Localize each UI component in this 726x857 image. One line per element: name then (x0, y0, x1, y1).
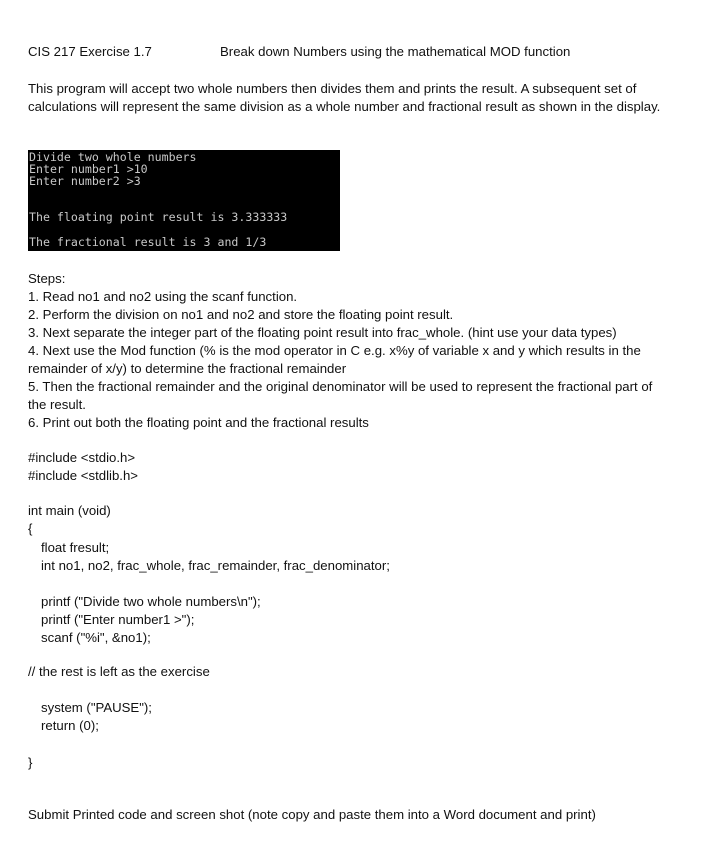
code-include-stdio: #include <stdio.h> (28, 450, 136, 465)
step-item: 1. Read no1 and no2 using the scanf function. (28, 289, 298, 304)
console-screenshot (28, 150, 340, 251)
code-printf-divide: printf ("Divide two whole numbers\n"); (41, 594, 261, 609)
step-item: 2. Perform the division on no1 and no2 and store the floating point result. (28, 307, 454, 322)
code-decl-int: int no1, no2, frac_whole, frac_remainder, frac_denominator; (41, 558, 390, 573)
steps-list (28, 288, 668, 432)
code-decl-float: float fresult; (41, 540, 110, 555)
code-include-stdlib: #include <stdlib.h> (28, 468, 138, 483)
code-return: return (0); (41, 718, 99, 733)
step-item: 3. Next separate the integer part of the floating point result into frac_whole. (hint use your data types) (28, 325, 617, 340)
submit-instructions: Submit Printed code and screen shot (note copy and paste them into a Word document and print) (28, 807, 596, 822)
code-scanf: scanf ("%i", &no1); (41, 630, 151, 645)
step-item: 6. Print out both the floating point and the fractional results (28, 415, 369, 430)
code-main-signature: int main (void) (28, 503, 111, 518)
console-line: Enter number2 >3 (29, 174, 141, 188)
code-close-brace: } (28, 755, 33, 770)
code-system-pause: system ("PAUSE"); (41, 700, 152, 715)
course-label: CIS 217 Exercise 1.7 (28, 44, 152, 59)
step-item: 4. Next use the Mod function (% is the mod operator in C e.g. x%y of variable x and y which results in the remainder of x/y) to determine the fractional remainder (28, 343, 641, 376)
console-line: Divide two whole numbers (29, 150, 197, 164)
code-comment: // the rest is left as the exercise (28, 664, 210, 679)
steps-heading: Steps: (28, 271, 66, 286)
console-line: Enter number1 >10 (29, 162, 148, 176)
code-printf-enter: printf ("Enter number1 >"); (41, 612, 195, 627)
step-item: 5. Then the fractional remainder and the original denominator will be used to represent the fractional part of the result. (28, 379, 653, 412)
page-title: Break down Numbers using the mathematical MOD function (220, 44, 571, 59)
console-line: The floating point result is 3.333333 (29, 210, 288, 224)
code-open-brace: { (28, 521, 33, 536)
intro-paragraph: This program will accept two whole numbers then divides them and prints the result. A subsequent set of calculations will represent the same division as a whole number and fractional result as shown in the display. (28, 81, 661, 114)
console-line: The fractional result is 3 and 1/3 (29, 235, 267, 249)
